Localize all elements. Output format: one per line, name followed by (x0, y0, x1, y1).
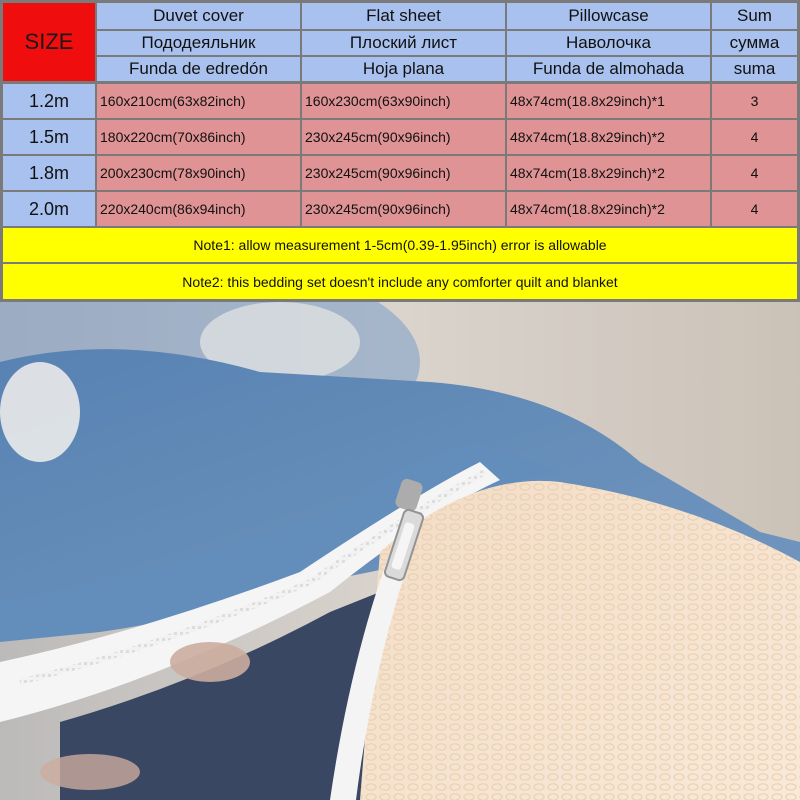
sum-cell: 4 (712, 192, 797, 226)
col-pillow-en: Pillowcase (507, 3, 710, 29)
col-flat-ru: Плоский лист (302, 31, 505, 55)
sum-cell: 4 (712, 156, 797, 190)
duvet-zipper-photo (0, 302, 800, 800)
size-table (0, 0, 800, 302)
duvet-size-cell: 220x240cm(86x94inch) (97, 192, 300, 226)
sum-cell: 3 (712, 84, 797, 118)
col-duvet-en: Duvet cover (97, 3, 300, 29)
note-measurement: Note1: allow measurement 1-5cm(0.39-1.95inch) error is allowable (3, 228, 797, 262)
row-size-label: 1.8m (3, 156, 95, 190)
row-size-label: 1.2m (3, 84, 95, 118)
flat-sheet-size-cell: 230x245cm(90x96inch) (302, 120, 505, 154)
col-duvet-es: Funda de edredón (97, 57, 300, 81)
size-header: SIZE (3, 3, 95, 81)
row-size-label: 2.0m (3, 192, 95, 226)
flat-sheet-size-cell: 160x230cm(63x90inch) (302, 84, 505, 118)
sum-cell: 4 (712, 120, 797, 154)
pillowcase-size-cell: 48x74cm(18.8x29inch)*2 (507, 192, 710, 226)
note-contents: Note2: this bedding set doesn't include any comforter quilt and blanket (3, 264, 797, 299)
col-pillow-ru: Наволочка (507, 31, 710, 55)
pillowcase-size-cell: 48x74cm(18.8x29inch)*1 (507, 84, 710, 118)
col-flat-en: Flat sheet (302, 3, 505, 29)
col-sum-en: Sum (712, 3, 797, 29)
row-size-label: 1.5m (3, 120, 95, 154)
pillowcase-size-cell: 48x74cm(18.8x29inch)*2 (507, 156, 710, 190)
flat-sheet-size-cell: 230x245cm(90x96inch) (302, 156, 505, 190)
duvet-size-cell: 180x220cm(70x86inch) (97, 120, 300, 154)
flat-sheet-size-cell: 230x245cm(90x96inch) (302, 192, 505, 226)
duvet-zipper-illustration (0, 302, 800, 800)
col-pillow-es: Funda de almohada (507, 57, 710, 81)
col-sum-es: suma (712, 57, 797, 81)
col-duvet-ru: Пододеяльник (97, 31, 300, 55)
duvet-size-cell: 160x210cm(63x82inch) (97, 84, 300, 118)
pillowcase-size-cell: 48x74cm(18.8x29inch)*2 (507, 120, 710, 154)
duvet-size-cell: 200x230cm(78x90inch) (97, 156, 300, 190)
col-flat-es: Hoja plana (302, 57, 505, 81)
col-sum-ru: сумма (712, 31, 797, 55)
